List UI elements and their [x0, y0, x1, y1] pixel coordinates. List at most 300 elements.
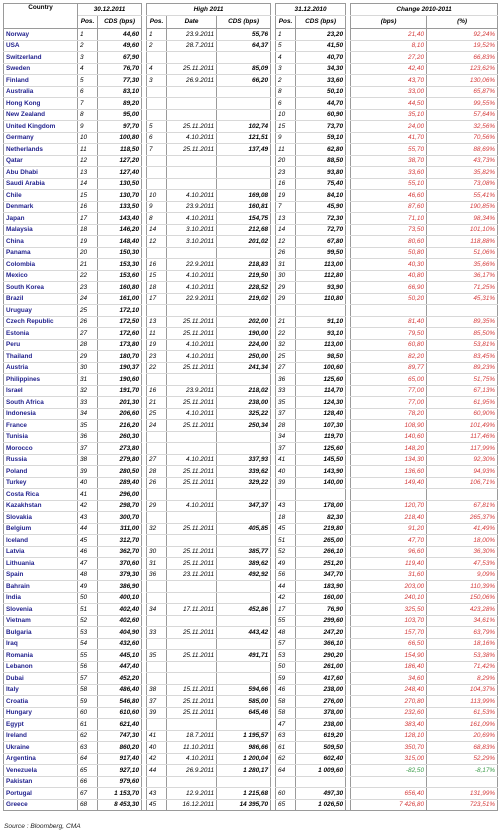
pos-2010-cell: 51 [276, 535, 296, 547]
high-date-cell: 4.10.2011 [167, 500, 217, 512]
country-cell: South Korea [4, 282, 78, 294]
high-pos-cell: 30 [147, 546, 167, 558]
table-body [4, 29, 498, 811]
pos-2011-cell: 8 [78, 109, 98, 121]
cds-2011-cell: 190,37 [98, 362, 142, 374]
pos-2011-cell: 48 [78, 569, 98, 581]
cds-header: CDS (bps) [217, 16, 271, 29]
pos-2011-cell: 12 [78, 155, 98, 167]
table-row [4, 29, 498, 41]
cds-2010-cell: 50,10 [296, 86, 346, 98]
pos-2010-cell: 29 [276, 293, 296, 305]
change-bps-cell: 27,20 [351, 52, 427, 64]
change-pct-cell: 51,75% [427, 374, 498, 386]
pos-2011-cell: 64 [78, 753, 98, 765]
change-bps-cell: 55,10 [351, 178, 427, 190]
cds-2011-cell: 280,50 [98, 466, 142, 478]
pos-2011-cell: 51 [78, 604, 98, 616]
cds-2010-cell: 124,30 [296, 397, 346, 409]
high-cds-cell: 169,08 [217, 190, 271, 202]
change-bps-cell [351, 776, 427, 788]
country-cell: China [4, 236, 78, 248]
high-cds-cell [217, 592, 271, 604]
pos-2011-cell: 58 [78, 684, 98, 696]
change-pct-cell: 52,29% [427, 753, 498, 765]
change-pct-cell: 98,34% [427, 213, 498, 225]
high-date-cell [167, 305, 217, 317]
high-pos-cell: 2 [147, 40, 167, 52]
change-bps-cell: 66,90 [351, 282, 427, 294]
high-cds-cell: 347,37 [217, 500, 271, 512]
cds-2011-cell: 747,30 [98, 730, 142, 742]
pos-2011-cell: 53 [78, 627, 98, 639]
cds-2011-cell: 386,90 [98, 581, 142, 593]
pos-2011-cell: 68 [78, 799, 98, 811]
change-pct-cell: -8,17% [427, 765, 498, 777]
country-cell: Slovenia [4, 604, 78, 616]
country-cell: Hungary [4, 707, 78, 719]
country-cell: Vietnam [4, 615, 78, 627]
country-cell: Egypt [4, 719, 78, 731]
pos-2010-cell: 2 [276, 75, 296, 87]
cds-2011-cell: 173,80 [98, 339, 142, 351]
table-row [4, 270, 498, 282]
high-cds-cell: 218,83 [217, 259, 271, 271]
pos-2010-cell: 20 [276, 155, 296, 167]
cds-2011-cell: 172,50 [98, 316, 142, 328]
country-cell: Russia [4, 454, 78, 466]
cds-header: CDS (bps) [296, 16, 346, 29]
pos-2010-cell: 46 [276, 684, 296, 696]
high-cds-cell: 250,00 [217, 351, 271, 363]
country-cell: Turkey [4, 477, 78, 489]
table-row [4, 305, 498, 317]
high-date-cell [167, 489, 217, 501]
change-bps-cell: 77,00 [351, 385, 427, 397]
cds-2010-cell: 113,00 [296, 259, 346, 271]
change-bps-cell: 40,30 [351, 259, 427, 271]
cds-2011-cell: 445,10 [98, 650, 142, 662]
pos-2011-cell: 13 [78, 167, 98, 179]
country-cell: Denmark [4, 201, 78, 213]
country-cell: Romania [4, 650, 78, 662]
table-row [4, 431, 498, 443]
high-pos-cell: 32 [147, 523, 167, 535]
change-pct-cell: 70,56% [427, 132, 498, 144]
high-pos-cell: 31 [147, 558, 167, 570]
high-cds-cell [217, 109, 271, 121]
high-date-cell [167, 673, 217, 685]
group-header-high-2011: High 2011 [147, 4, 271, 16]
change-bps-cell: 79,50 [351, 328, 427, 340]
table-row [4, 569, 498, 581]
high-pos-cell [147, 719, 167, 731]
date-header: Date [167, 16, 217, 29]
change-bps-cell: 40,80 [351, 270, 427, 282]
pos-2011-cell: 29 [78, 351, 98, 363]
change-pct-cell: 53,38% [427, 650, 498, 662]
pos-2011-cell: 20 [78, 247, 98, 259]
country-cell: Ireland [4, 730, 78, 742]
cds-2010-cell: 45,90 [296, 201, 346, 213]
country-cell: Hong Kong [4, 98, 78, 110]
high-pos-cell: 14 [147, 224, 167, 236]
cds-2011-cell: 67,90 [98, 52, 142, 64]
pos-2010-cell: 43 [276, 500, 296, 512]
table-row [4, 385, 498, 397]
change-bps-cell: 21,40 [351, 29, 427, 41]
cds-2011-cell: 89,20 [98, 98, 142, 110]
high-pos-cell: 44 [147, 765, 167, 777]
high-cds-cell: 986,66 [217, 742, 271, 754]
pos-2011-cell: 30 [78, 362, 98, 374]
pos-2011-cell: 41 [78, 489, 98, 501]
cds-2011-cell: 298,70 [98, 500, 142, 512]
high-date-cell: 22.9.2011 [167, 259, 217, 271]
cds-2010-cell: 119,70 [296, 431, 346, 443]
high-cds-cell [217, 247, 271, 259]
cds-2010-cell: 60,90 [296, 109, 346, 121]
table-row [4, 213, 498, 225]
high-pos-cell: 40 [147, 742, 167, 754]
table-row [4, 489, 498, 501]
pos-2011-cell: 27 [78, 328, 98, 340]
change-bps-cell: 80,60 [351, 236, 427, 248]
country-cell: Bahrain [4, 581, 78, 593]
high-pos-cell: 35 [147, 650, 167, 662]
change-bps-cell: 186,40 [351, 661, 427, 673]
change-bps-cell: 71,10 [351, 213, 427, 225]
table-row [4, 224, 498, 236]
change-pct-cell: 113,99% [427, 696, 498, 708]
pos-2011-cell: 45 [78, 535, 98, 547]
change-pct-cell: 71,42% [427, 661, 498, 673]
change-bps-cell: 46,60 [351, 190, 427, 202]
change-bps-cell: 50,80 [351, 247, 427, 259]
high-pos-cell: 34 [147, 604, 167, 616]
pos-2010-cell: 25 [276, 351, 296, 363]
cds-2011-cell: 190,60 [98, 374, 142, 386]
change-pct-cell: 89,23% [427, 362, 498, 374]
change-bps-cell: 82,20 [351, 351, 427, 363]
cds-2011-cell: 296,00 [98, 489, 142, 501]
high-cds-cell: 1 280,17 [217, 765, 271, 777]
change-pct-cell: 110,39% [427, 581, 498, 593]
pos-2010-cell: 19 [276, 190, 296, 202]
change-bps-header: (bps) [351, 16, 427, 29]
change-pct-cell: 104,37% [427, 684, 498, 696]
cds-2010-cell [296, 305, 346, 317]
pos-2010-cell: 53 [276, 650, 296, 662]
high-cds-cell [217, 661, 271, 673]
high-cds-cell [217, 489, 271, 501]
high-date-cell [167, 535, 217, 547]
table-row [4, 247, 498, 259]
cds-2010-cell: 107,30 [296, 420, 346, 432]
cds-2010-cell: 143,90 [296, 466, 346, 478]
pos-2010-cell: 49 [276, 558, 296, 570]
change-bps-cell: 656,40 [351, 788, 427, 800]
high-cds-cell [217, 305, 271, 317]
high-cds-cell [217, 512, 271, 524]
table-row [4, 443, 498, 455]
high-cds-cell: 443,42 [217, 627, 271, 639]
change-bps-cell: 43,70 [351, 75, 427, 87]
change-pct-cell [427, 776, 498, 788]
cds-2010-cell [296, 489, 346, 501]
change-bps-cell: 108,90 [351, 420, 427, 432]
change-pct-cell: 9,09% [427, 569, 498, 581]
change-pct-cell: 32,56% [427, 121, 498, 133]
high-cds-cell: 64,37 [217, 40, 271, 52]
cds-2010-cell: 366,10 [296, 638, 346, 650]
high-cds-cell: 224,00 [217, 339, 271, 351]
high-date-cell: 25.11.2011 [167, 316, 217, 328]
table-row [4, 684, 498, 696]
cds-2010-cell: 59,10 [296, 132, 346, 144]
high-pos-cell [147, 86, 167, 98]
pos-2010-cell: 41 [276, 454, 296, 466]
cds-2010-cell: 247,20 [296, 627, 346, 639]
high-date-cell: 15.11.2011 [167, 684, 217, 696]
country-cell: Kazakhstan [4, 500, 78, 512]
pos-2010-cell [276, 776, 296, 788]
pos-2010-cell: 5 [276, 40, 296, 52]
high-date-cell: 11.10.2011 [167, 742, 217, 754]
table-row [4, 719, 498, 731]
pos-2011-cell: 42 [78, 500, 98, 512]
high-date-cell [167, 592, 217, 604]
change-bps-cell: 149,40 [351, 477, 427, 489]
cds-2011-cell: 8 453,30 [98, 799, 142, 811]
high-date-cell [167, 178, 217, 190]
pos-2011-cell: 59 [78, 696, 98, 708]
change-bps-cell: 140,60 [351, 431, 427, 443]
pos-2011-cell: 55 [78, 650, 98, 662]
high-pos-cell: 29 [147, 500, 167, 512]
country-cell: Philippines [4, 374, 78, 386]
change-bps-cell: 33,60 [351, 167, 427, 179]
cds-2010-cell: 238,00 [296, 684, 346, 696]
pos-2010-cell: 40 [276, 466, 296, 478]
high-date-cell: 23.9.2011 [167, 385, 217, 397]
cds-2011-cell: 273,80 [98, 443, 142, 455]
high-date-cell: 4.10.2011 [167, 190, 217, 202]
high-pos-cell: 3 [147, 75, 167, 87]
pos-2011-cell: 31 [78, 374, 98, 386]
high-cds-cell [217, 581, 271, 593]
table-row [4, 707, 498, 719]
cds-2011-cell: 153,60 [98, 270, 142, 282]
pos-2010-cell: 62 [276, 753, 296, 765]
pos-2011-cell: 15 [78, 190, 98, 202]
cds-2011-cell: 161,00 [98, 293, 142, 305]
high-cds-cell: 585,00 [217, 696, 271, 708]
pos-2010-cell: 47 [276, 719, 296, 731]
cds-2010-cell: 98,50 [296, 351, 346, 363]
high-cds-cell: 219,50 [217, 270, 271, 282]
change-pct-cell: 73,08% [427, 178, 498, 190]
table-row [4, 420, 498, 432]
cds-2011-cell: 97,70 [98, 121, 142, 133]
table-row [4, 236, 498, 248]
high-pos-cell: 45 [147, 799, 167, 811]
high-cds-cell: 339,62 [217, 466, 271, 478]
cds-2011-cell: 927,10 [98, 765, 142, 777]
high-cds-cell: 190,00 [217, 328, 271, 340]
cds-2010-cell: 219,80 [296, 523, 346, 535]
high-date-cell [167, 98, 217, 110]
pos-2011-cell: 65 [78, 765, 98, 777]
cds-2010-cell: 75,40 [296, 178, 346, 190]
cds-2010-cell: 183,90 [296, 581, 346, 593]
cds-2010-cell: 1 026,50 [296, 799, 346, 811]
high-date-cell: 3.10.2011 [167, 236, 217, 248]
high-pos-cell [147, 305, 167, 317]
change-pct-cell: 36,17% [427, 270, 498, 282]
high-date-cell: 25.11.2011 [167, 707, 217, 719]
high-date-cell [167, 638, 217, 650]
cds-2010-cell: 93,80 [296, 167, 346, 179]
high-date-cell: 25.11.2011 [167, 477, 217, 489]
country-cell: Chile [4, 190, 78, 202]
high-date-cell [167, 661, 217, 673]
high-pos-cell: 9 [147, 201, 167, 213]
cds-2010-cell: 509,50 [296, 742, 346, 754]
high-cds-cell [217, 443, 271, 455]
high-pos-cell: 11 [147, 328, 167, 340]
pos-2010-cell: 65 [276, 799, 296, 811]
table-row [4, 144, 498, 156]
high-cds-cell: 492,92 [217, 569, 271, 581]
high-cds-cell [217, 86, 271, 98]
change-pct-cell: 92,30% [427, 454, 498, 466]
change-bps-cell: 81,40 [351, 316, 427, 328]
cds-2010-cell: 100,60 [296, 362, 346, 374]
high-pos-cell [147, 178, 167, 190]
cds-2010-cell: 619,20 [296, 730, 346, 742]
change-pct-cell: 118,88% [427, 236, 498, 248]
high-date-cell: 4.10.2011 [167, 132, 217, 144]
pos-2011-cell: 18 [78, 224, 98, 236]
group-header-30-12-2011: 30.12.2011 [78, 4, 142, 16]
high-pos-cell [147, 443, 167, 455]
high-pos-cell [147, 167, 167, 179]
cds-2011-cell: 1 153,70 [98, 788, 142, 800]
change-bps-cell: 42,40 [351, 63, 427, 75]
change-bps-cell: 41,70 [351, 132, 427, 144]
pos-2010-cell: 37 [276, 408, 296, 420]
high-date-cell [167, 247, 217, 259]
cds-2010-cell: 125,60 [296, 374, 346, 386]
high-date-cell: 4.10.2011 [167, 351, 217, 363]
high-date-cell [167, 109, 217, 121]
change-bps-cell: 78,20 [351, 408, 427, 420]
table-row [4, 397, 498, 409]
change-pct-cell: 60,90% [427, 408, 498, 420]
pos-2011-cell: 6 [78, 86, 98, 98]
pos-2011-cell: 60 [78, 707, 98, 719]
table-row [4, 661, 498, 673]
high-pos-cell [147, 374, 167, 386]
pos-2010-cell: 22 [276, 328, 296, 340]
pos-2011-cell: 34 [78, 408, 98, 420]
pos-2011-cell: 38 [78, 454, 98, 466]
pos-2010-cell: 30 [276, 270, 296, 282]
cds-2010-cell: 40,70 [296, 52, 346, 64]
table-row [4, 351, 498, 363]
high-date-cell: 23.11.2011 [167, 569, 217, 581]
cds-2011-cell: 127,40 [98, 167, 142, 179]
table-row [4, 178, 498, 190]
table-row [4, 730, 498, 742]
high-pos-cell: 16 [147, 259, 167, 271]
high-cds-cell: 160,81 [217, 201, 271, 213]
cds-2011-cell: 404,90 [98, 627, 142, 639]
high-date-cell: 25.11.2011 [167, 466, 217, 478]
cds-2011-cell: 172,10 [98, 305, 142, 317]
cds-2011-cell: 621,40 [98, 719, 142, 731]
change-bps-cell: -82,50 [351, 765, 427, 777]
change-pct-cell: 265,37% [427, 512, 498, 524]
high-date-cell [167, 155, 217, 167]
table-row [4, 121, 498, 133]
high-pos-cell: 41 [147, 730, 167, 742]
table-row [4, 523, 498, 535]
country-cell: Belgium [4, 523, 78, 535]
high-date-cell [167, 374, 217, 386]
change-bps-cell: 103,70 [351, 615, 427, 627]
high-pos-cell: 25 [147, 408, 167, 420]
pos-2011-cell: 2 [78, 40, 98, 52]
pos-2011-cell: 47 [78, 558, 98, 570]
high-pos-cell: 42 [147, 753, 167, 765]
table-row [4, 408, 498, 420]
high-date-cell: 4.10.2011 [167, 339, 217, 351]
pos-2011-cell: 14 [78, 178, 98, 190]
change-bps-cell: 60,80 [351, 339, 427, 351]
change-bps-cell: 66,50 [351, 638, 427, 650]
pos-2010-cell: 60 [276, 788, 296, 800]
change-bps-cell: 120,70 [351, 500, 427, 512]
cds-header: CDS (bps) [98, 16, 142, 29]
table-row [4, 788, 498, 800]
high-date-cell: 4.10.2011 [167, 270, 217, 282]
pos-2011-cell: 23 [78, 282, 98, 294]
pos-2011-cell: 33 [78, 397, 98, 409]
pos-2011-cell: 37 [78, 443, 98, 455]
country-cell: Slovakia [4, 512, 78, 524]
high-cds-cell: 337,93 [217, 454, 271, 466]
change-pct-cell: 55,41% [427, 190, 498, 202]
high-cds-cell [217, 98, 271, 110]
cds-2011-cell: 130,50 [98, 178, 142, 190]
cds-2010-cell: 299,60 [296, 615, 346, 627]
table-row [4, 799, 498, 811]
table-row [4, 75, 498, 87]
change-bps-cell: 89,77 [351, 362, 427, 374]
pos-2010-cell: 58 [276, 696, 296, 708]
pos-2011-cell: 63 [78, 742, 98, 754]
country-cell: India [4, 592, 78, 604]
source-note: Source : Bloomberg, CMA [4, 823, 81, 830]
pos-2010-cell: 23 [276, 167, 296, 179]
change-bps-cell [351, 305, 427, 317]
high-cds-cell [217, 776, 271, 788]
change-pct-cell: 34,61% [427, 615, 498, 627]
cds-2011-cell: 127,20 [98, 155, 142, 167]
country-cell: Poland [4, 466, 78, 478]
